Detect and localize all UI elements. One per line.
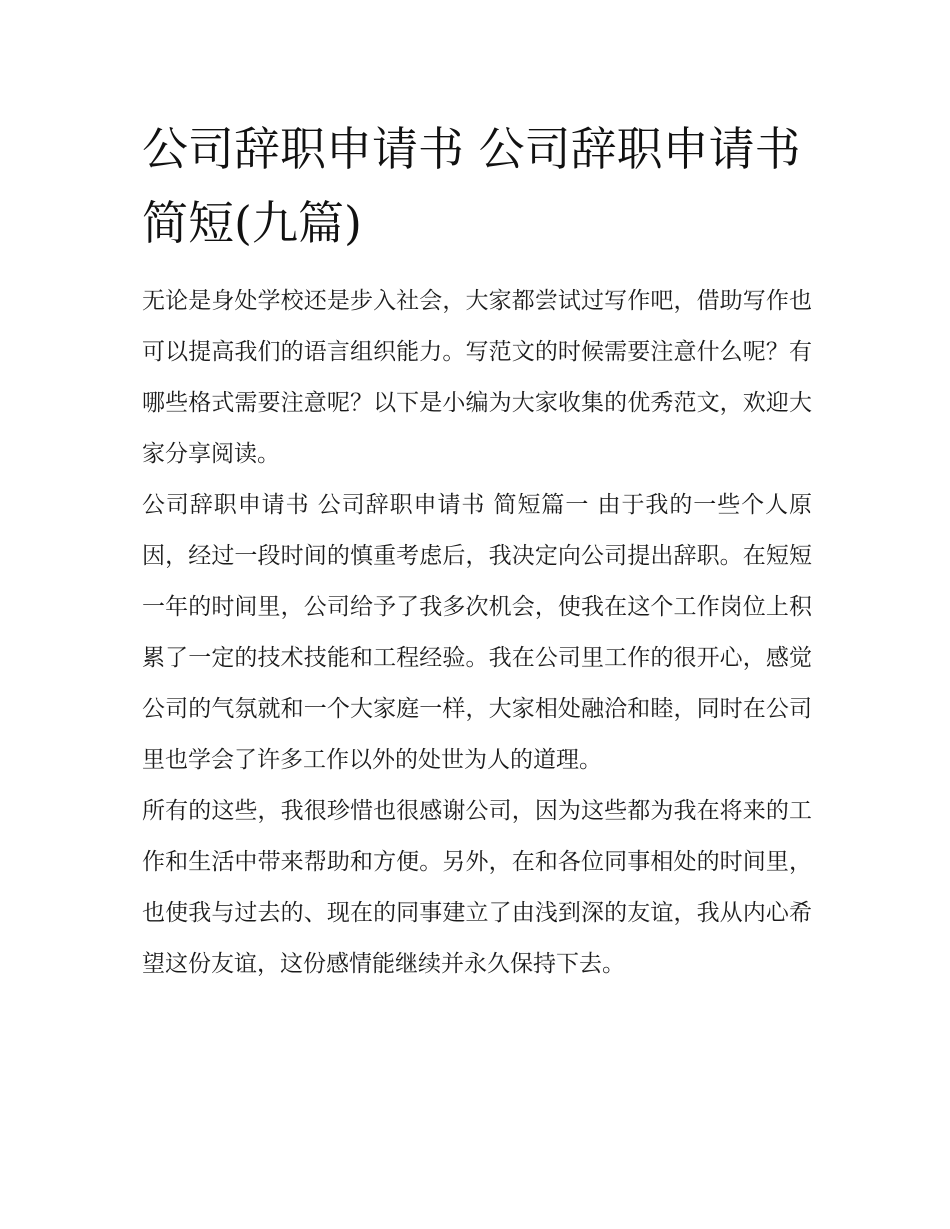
document-body — [142, 276, 812, 990]
intro-paragraph: 无论是身处学校还是步入社会，大家都尝试过写作吧，借助写作也可以提高我们的语言组织能力。写范文的时候需要注意什么呢？有哪些格式需要注意呢？以下是小编为大家收集的优秀范文，欢迎大家分享阅读。 — [142, 288, 812, 467]
document-content — [142, 112, 812, 990]
document-title: 公司辞职申请书 公司辞职申请书 简短(九篇) — [142, 122, 801, 250]
body-paragraph-1: 公司辞职申请书 公司辞职申请书 简短篇一 由于我的一些个人原因，经过一段时间的慎重考虑后，我决定向公司提出辞职。在短短一年的时间里，公司给予了我多次机会，使我在这个工作岗位上积累了一定的技术技能和工程经验。我在公司里工作的很开心，感觉公司的气氛就和一个大家庭一样，大家相处融洽和睦，同时在公司里也学会了许多工作以外的处世为人的道理。 — [142, 492, 812, 773]
body-paragraph-2: 所有的这些，我很珍惜也很感谢公司，因为这些都为我在将来的工作和生活中带来帮助和方便。另外，在和各位同事相处的时间里，也使我与过去的、现在的同事建立了由浅到深的友谊，我从内心希望这份友谊，这份感情能继续并永久保持下去。 — [142, 798, 812, 977]
